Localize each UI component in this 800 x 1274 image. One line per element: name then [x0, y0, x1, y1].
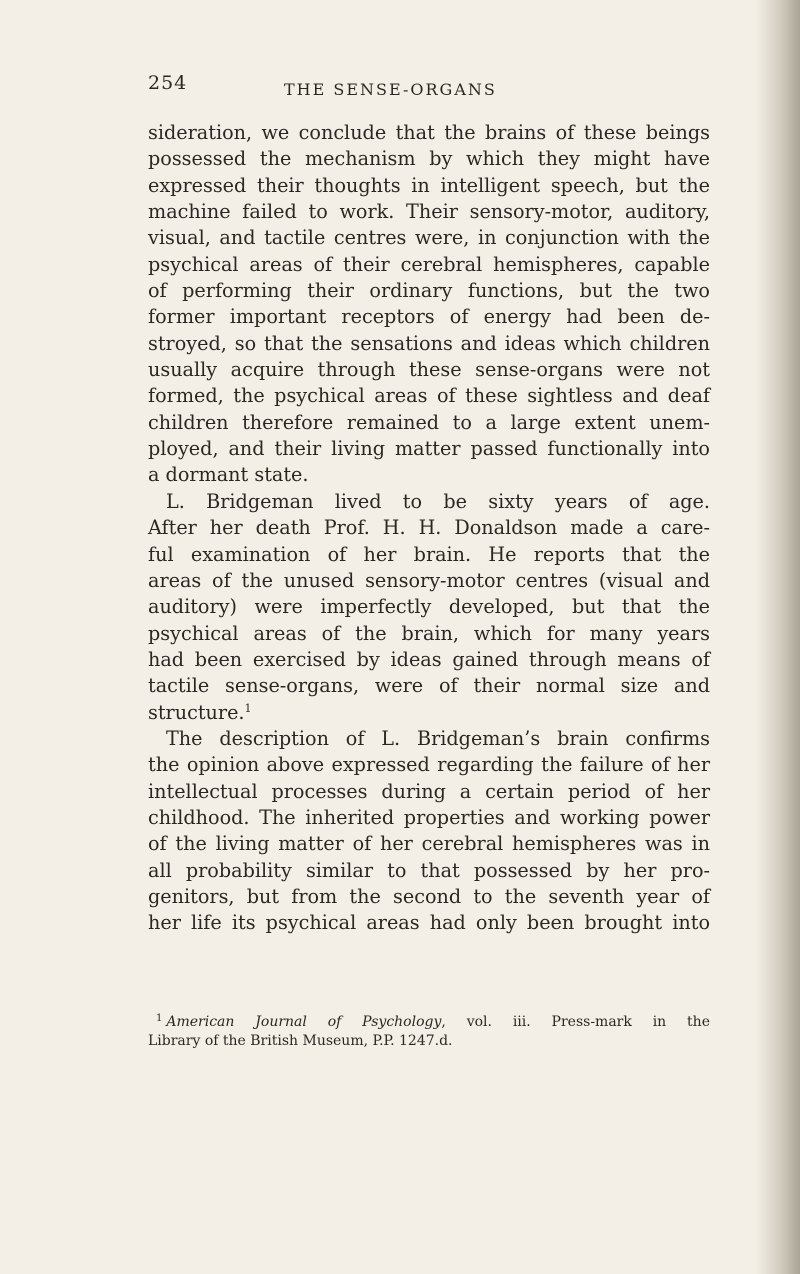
text-line: machine failed to work. Their sensory-motor, auditory,: [148, 200, 710, 224]
page-number: 254: [148, 72, 188, 94]
text-line: ful examination of her brain. He reports that the: [148, 542, 710, 566]
text-line: the opinion above expressed regarding the failure of her: [148, 753, 710, 777]
text-line: intellectual processes during a certain period of her: [148, 779, 710, 803]
text-line: genitors, but from the second to the seventh year of: [148, 884, 710, 908]
text-line: all probability similar to that possessed by her pro-: [148, 858, 710, 882]
text-line: psychical areas of their cerebral hemispheres, capable: [148, 252, 710, 276]
text-line: expressed their thoughts in intelligent speech, but the: [148, 173, 710, 197]
text-line: psychical areas of the brain, which for many years: [148, 621, 710, 645]
text-line: usually acquire through these sense-organs were not: [148, 358, 710, 382]
text-line: L. Bridgeman lived to be sixty years of age.: [166, 489, 710, 513]
text-line: structure.: [148, 700, 245, 724]
text-line: visual, and tactile centres were, in conjunction with the: [148, 226, 710, 250]
footnote-text: , vol. iii. Press-mark in the: [441, 1014, 710, 1030]
text-line: sideration, we conclude that the brains of these beings: [148, 121, 710, 144]
page-edge-shadow: [756, 0, 800, 1274]
text-line: childhood. The inherited properties and working power: [148, 805, 710, 829]
text-line: had been exercised by ideas gained through means of: [148, 647, 710, 671]
text-line: a dormant state.: [148, 463, 309, 487]
text-line: areas of the unused sensory-motor centres (visual and: [148, 568, 710, 592]
text-line: ployed, and their living matter passed functionally into: [148, 437, 710, 461]
text-line: of the living matter of her cerebral hemispheres was in: [148, 832, 710, 856]
footnote: [148, 1013, 710, 1051]
text-line-with-footnote-ref: [148, 700, 710, 726]
text-line: children therefore remained to a large extent unem-: [148, 410, 710, 434]
text-line: former important receptors of energy had been de-: [148, 305, 710, 329]
text-line: auditory) were imperfectly developed, but that the: [148, 595, 710, 619]
text-line: formed, the psychical areas of these sightless and deaf: [148, 384, 710, 408]
footnote-line: Library of the British Museum, P.P. 1247.d.: [148, 1033, 453, 1049]
text-line: After her death Prof. H. H. Donaldson made a care-: [148, 516, 710, 540]
text-line: The description of L. Bridgeman’s brain confirms: [166, 726, 710, 750]
footnote-reference: 1: [244, 701, 252, 715]
text-line: her life its psychical areas had only been brought into: [148, 911, 710, 935]
text-line: of performing their ordinary functions, but the two: [148, 279, 710, 303]
footnote-line: [148, 1013, 710, 1032]
text-line: possessed the mechanism by which they might have: [148, 147, 710, 171]
footnote-marker: 1: [156, 1013, 163, 1024]
running-title: THE SENSE-ORGANS: [284, 80, 497, 99]
text-line: tactile sense-organs, were of their normal size and: [148, 674, 710, 698]
body-text: [148, 120, 710, 937]
text-line: stroyed, so that the sensations and ideas which children: [148, 331, 710, 355]
footnote-source-title: American Journal of Psychology: [166, 1014, 442, 1030]
